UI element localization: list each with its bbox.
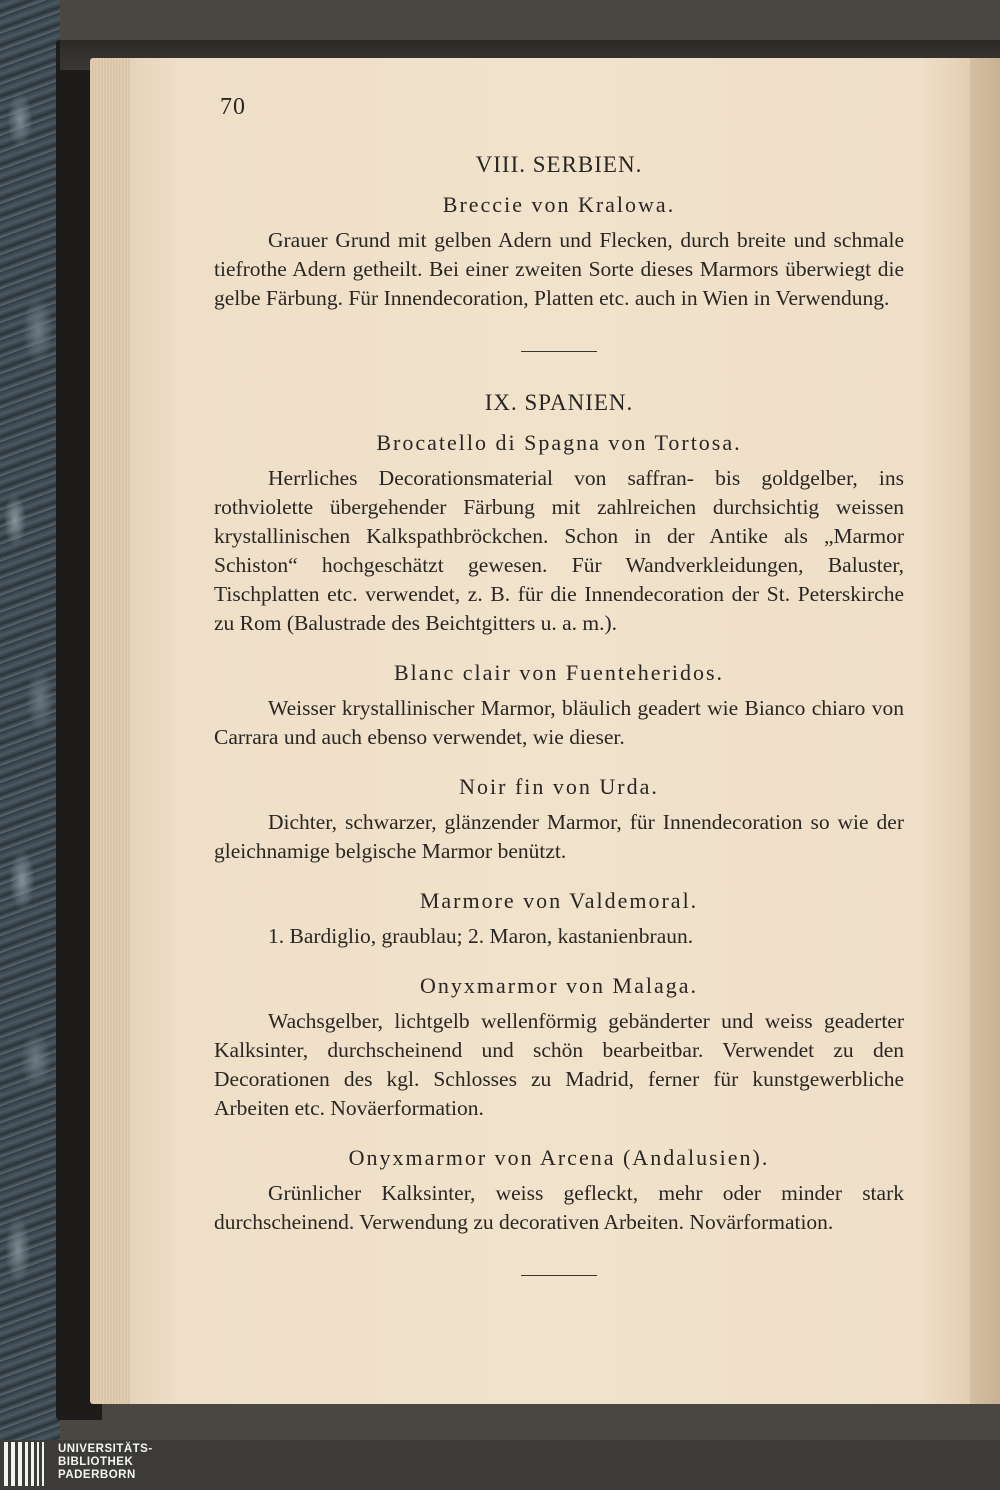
library-logo-text	[58, 1443, 153, 1482]
spacer	[214, 951, 904, 971]
logo-line: PADERBORN	[58, 1469, 136, 1481]
library-logo-icon	[4, 1442, 52, 1486]
entry-text: Grünlicher Kalksinter, weiss gefleckt, mehr oder minder stark durchscheinend. Verwendung zu decorativen Arbeiten. Novärformation.	[214, 1181, 904, 1234]
entry-title: Onyxmarmor von Malaga.	[420, 973, 698, 998]
marbled-endpaper	[0, 0, 60, 1440]
entry-text: 1. Bardiglio, graublau; 2. Maron, kastanienbraun.	[268, 924, 694, 948]
entry-title: Noir fin von Urda.	[459, 774, 659, 799]
entry-text: Wachsgelber, lichtgelb wellenförmig gebänderter und weiss geaderter Kalksinter, durchscheinend und schön bearbeitbar. Verwendet zu den Decorationen des kgl. Schlosses zu Madrid, ferner für kunstgewerbliche Arbeiten etc. Noväerformation.	[214, 1009, 904, 1120]
entry-text: Herrliches Decorationsmaterial von saffran- bis goldgelber, ins rothviolette übergehender Färbung mit zahlreichen durchsichtig weissen krystallinischen Kalkspathbröckchen. Schon in der Antike als „Marmor Schiston“ hochgeschätzt gewesen. Für Wandverkleidungen, Baluster, Tischplatten etc. verwendet, z. B. für die Innendecoration der St. Peterskirche zu Rom (Balustrade des Beichtgitters u. a. m.).	[214, 466, 904, 635]
spacer	[214, 638, 904, 658]
section-heading-spanien: IX. SPANIEN.	[484, 390, 634, 415]
entry-text: Grauer Grund mit gelben Adern und Flecken, durch breite und schmale tiefrothe Adern getheilt. Bei einer zweiten Sorte dieses Marmors überwiegt die gelbe Färbung. Für Innendecoration, Platten etc. auch in Wien in Verwendung.	[214, 228, 904, 310]
spacer	[214, 866, 904, 886]
entry-title: Onyxmarmor von Arcena (Andalusien).	[348, 1145, 770, 1170]
entry-title: Breccie von Kralowa.	[442, 192, 676, 217]
section-heading-serbien: VIII. SERBIEN.	[475, 152, 643, 177]
library-footer	[0, 1440, 1000, 1490]
page-content	[214, 150, 904, 1312]
entry-text: Dichter, schwarzer, glänzender Marmor, für Innendecoration so wie der gleichnamige belgische Marmor benützt.	[214, 810, 904, 863]
entry-title: Blanc clair von Fuenteheridos.	[393, 660, 725, 685]
entry-title: Brocatello di Spagna von Tortosa.	[376, 430, 742, 455]
spacer	[214, 1123, 904, 1143]
section-divider	[521, 351, 597, 352]
book-page	[130, 58, 970, 1404]
logo-line: BIBLIOTHEK	[58, 1456, 134, 1468]
entry-text: Weisser krystallinischer Marmor, bläulich geadert wie Bianco chiaro von Carrara und auch ebenso verwendet, wie dieser.	[214, 696, 904, 749]
spacer	[214, 752, 904, 772]
page-stack-edge	[90, 58, 134, 1404]
page-number: 70	[220, 94, 246, 120]
logo-line: UNIVERSITÄTS-	[58, 1443, 153, 1455]
entry-title: Marmore von Valdemoral.	[419, 888, 699, 913]
end-divider	[521, 1275, 597, 1276]
